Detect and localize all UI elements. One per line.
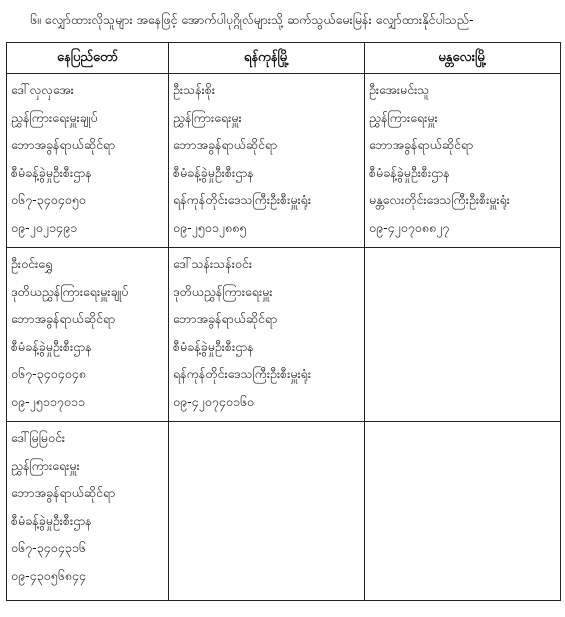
contact-name: ဦးသန်းစိုး: [173, 82, 216, 97]
empty-cell: [365, 422, 561, 601]
header-mandalay: မန္တလေးမြို့: [365, 43, 561, 74]
contact-division: စီမံခန့်ခွဲမှုဦးစီးဌာန: [369, 164, 450, 180]
contact-phone: ၀၆၇-၃၄၀၄၃၁၆: [11, 540, 86, 555]
contact-name: ဦးအေးမင်းသူ: [369, 82, 430, 97]
contact-division: စီမံခန့်ခွဲမှုဦးစီးဌာန: [11, 338, 92, 354]
contact-name: ဒေါ်သန်းသန်းဝင်း: [173, 256, 253, 271]
contact-name: ဒေါ်လှလှအေး: [11, 82, 74, 97]
contact-division: စီမံခန့်ခွဲမှုဦးစီးဌာန: [173, 164, 254, 180]
table-row: [7, 422, 561, 601]
contact-mobile: ၀၉-၄၂၀၇၄၀၁၆၀: [173, 393, 254, 409]
contact-title: ဒုတိယညွှန်ကြားရေးမှူး: [173, 283, 273, 299]
contact-title: ညွှန်ကြားရေးမှူး: [369, 109, 438, 125]
contact-mobile: ၀၉-၂၀၂၁၄၉၁: [11, 219, 78, 235]
contact-title: ညွှန်ကြားရေးမှူးချုပ်: [11, 109, 98, 125]
empty-cell: [365, 248, 561, 422]
empty-cell: [169, 422, 365, 601]
contact-department: ဘောအခွန်ရာယ်ဆိုင်ရာ: [173, 311, 278, 326]
contact-department: ဘောအခွန်ရာယ်ဆိုင်ရာ: [173, 137, 278, 152]
contact-mobile: ၀၉-၄၂၀၇၀၈၈၂၇: [369, 219, 450, 235]
contact-name: ဦးဝင်းရွှေ: [11, 256, 53, 271]
contact-table: [6, 42, 561, 601]
contact-cell-naypyitaw-3: [7, 422, 169, 601]
contact-title: ဒုတိယညွှန်ကြားရေးမှူးချုပ်: [11, 283, 129, 299]
contact-office: ရန်ကုန်တိုင်းဒေသကြီးဦးစီးမှူးရုံး: [173, 366, 312, 381]
table-row: [7, 74, 561, 248]
intro-text: ၆။ လျှော်ထားလိုသူများ အနေဖြင့် အောက်ပါပုဂ္ဂိုလ်များသို့ ဆက်သွယ်မေးမြန်း လျှော်ထားနိုင်ပါသည်-: [30, 12, 474, 27]
contact-title: ညွှန်ကြားရေးမှူး: [173, 109, 242, 125]
contact-mobile: ၀၉-၄၃၀၅၆၈၄၄: [11, 567, 86, 583]
contact-mobile: ၀၉-၂၅၀၁၂၈၈၅: [173, 219, 247, 235]
contact-cell-mandalay-1: [365, 74, 561, 248]
contact-division: စီမံခန့်ခွဲမှုဦးစီးဌာန: [11, 512, 92, 528]
contact-office: ရန်ကုန်တိုင်းဒေသကြီးဦးစီးမှူးရုံး: [173, 192, 312, 207]
contact-department: ဘောအခွန်ရာယ်ဆိုင်ရာ: [11, 311, 116, 326]
contact-office: မန္တလေးတိုင်းဒေသကြီးဦးစီးမှူးရုံး: [369, 192, 510, 207]
header-yangon: ရန်ကုန်မြို့: [169, 43, 365, 74]
contact-phone: ၀၆၇-၃၄၀၄၀၅၀: [11, 192, 86, 207]
contact-title: ညွှန်ကြားရေးမှူး: [11, 457, 80, 473]
contact-name: ဒေါ်မြမြဝင်း: [11, 430, 66, 445]
contact-mobile: ၀၉-၂၅၁၁၇၀၁၁: [11, 393, 85, 409]
contact-cell-naypyitaw-2: [7, 248, 169, 422]
table-row: [7, 248, 561, 422]
contact-department: ဘောအခွန်ရာယ်ဆိုင်ရာ: [11, 485, 116, 500]
contact-department: ဘောအခွန်ရာယ်ဆိုင်ရာ: [369, 137, 474, 152]
contact-department: ဘောအခွန်ရာယ်ဆိုင်ရာ: [11, 137, 116, 152]
contact-phone: ၀၆၇-၃၄၀၄၀၄၈: [11, 366, 86, 381]
contact-division: စီမံခန့်ခွဲမှုဦးစီးဌာန: [11, 164, 92, 180]
contact-cell-yangon-1: [169, 74, 365, 248]
contact-division: စီမံခန့်ခွဲမှုဦးစီးဌာန: [173, 338, 254, 354]
contact-cell-naypyitaw-1: [7, 74, 169, 248]
header-naypyitaw: နေပြည်တော်: [7, 43, 169, 74]
contact-cell-yangon-2: [169, 248, 365, 422]
header-row: [7, 43, 561, 74]
